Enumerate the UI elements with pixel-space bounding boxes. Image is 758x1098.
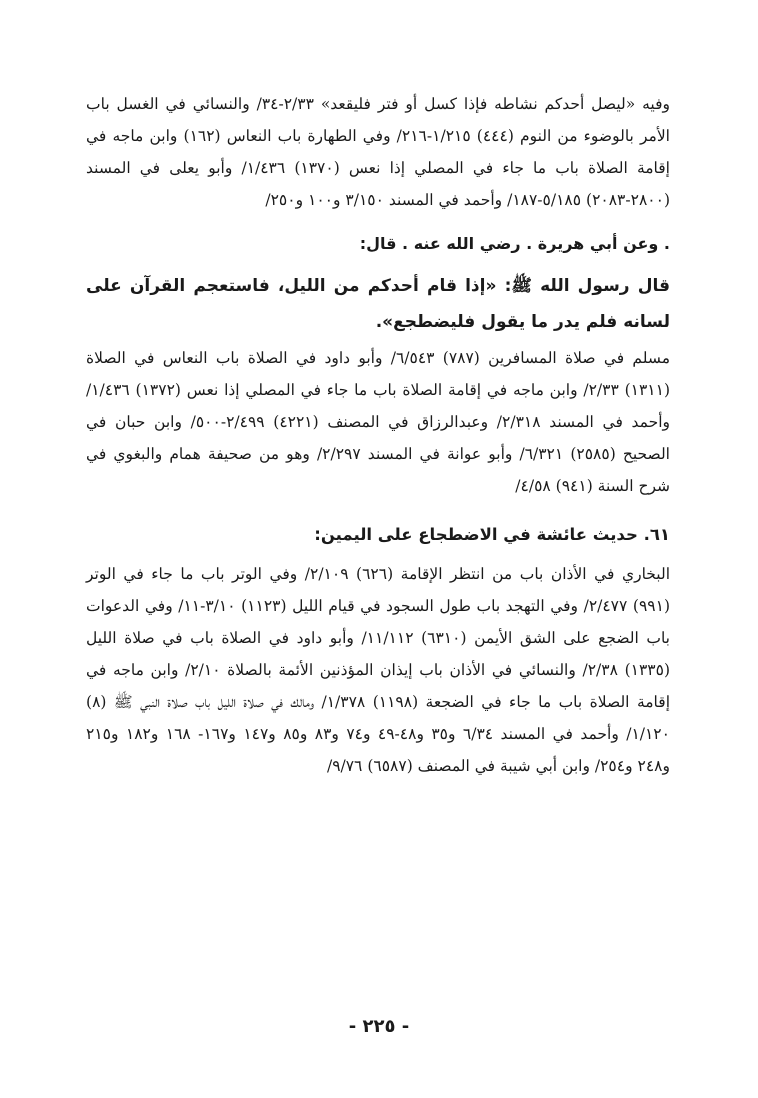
- citation-paragraph-3: البخاري في الأذان باب من انتظر الإقامة (٦٢٦) ٢/١٠٩/ وفي الوتر باب ما جاء في الوتر (٩٩١) ٢/٤٧٧/ وفي التهجد باب طول السجود في قيام الليل (١١٢٣) ٣/١٠-١١/ وفي الدعوات باب الضجع على الشق الأيمن (٦٣١٠) ١١/١١٢/ وأبو داود في الصلاة باب في صلاة الليل (١٣٣٥) ٢/٣٨/ والنسائي في الأذان باب إيذان المؤذنين الأئمة بالصلاة ٢/١٠/ وابن ماجه في إقامة الصلاة باب ما جاء في الضجعة (١١٩٨) ١/٣٧٨/ ومالك في صلاة الليل باب صلاة النبي ﷺ (٨) ١/١٢٠/ وأحمد في المسند ٦/٣٤ و٣٥ و٤٨-٤٩ و٧٤ و٨٣ و٨٥ و١٤٧ و١٦٧- ١٦٨ و١٨٢ و٢١٥ و٢٤٨ و٢٥٤/ وابن أبي شيبة في المصنف (٦٥٨٧) ٩/٧٦/: [86, 565, 671, 775]
- page-number: - ٢٢٥ -: [348, 1016, 410, 1037]
- citation-paragraph-1: وفيه «ليصل أحدكم نشاطه فإذا كسل أو فتر فليقعد» ٢/٣٣-٣٤/ والنسائي في الغسل باب الأمر بالوضوء من النوم (٤٤٤) ١/٢١٥-٢١٦/ وفي الطهارة باب النعاس (١٦٢) وابن ماجه في إقامة الصلاة باب ما جاء في المصلي إذا نعس (١٣٧٠) ١/٤٣٦/ وأبو يعلى في المسند (٢٨٠٠-٢٠٨٣) ٥/١٨٥-١٨٧/ وأحمد في المسند ٣/١٥٠ و١٠٠ و٢٥٠/: [86, 95, 671, 209]
- hadith-text: قال رسول الله ﷺ: «إذا قام أحدكم من الليل، فاستعجم القرآن على لسانه فلم يدر ما يقول فليضطجع».: [86, 276, 670, 332]
- citation-paragraph-2: مسلم في صلاة المسافرين (٧٨٧) ٦/٥٤٣/ وأبو داود في الصلاة باب النعاس في الصلاة (١٣١١) ٢/٣٣/ وابن ماجه في إقامة الصلاة باب ما جاء في المصلي إذا نعس (١٣٧٢) ١/٤٣٦/ وأحمد في المسند ٢/٣١٨/ وعبدالرزاق في المصنف (٤٢٢١) ٢/٤٩٩-٥٠٠/ وابن حبان في الصحيح (٢٥٨٥) ٦/٣٢١/ وأبو عوانة في المسند ٢/٢٩٧/ وهو من صحيفة همام والبغوي في شرح السنة (٩٤١) ٤/٥٨/: [86, 349, 671, 495]
- narration-intro: . وعن أبي هريرة . رضي الله عنه . قال:: [359, 234, 670, 253]
- section-heading: ٦١. حديث عائشة في الاضطجاع على اليمين:: [314, 525, 670, 544]
